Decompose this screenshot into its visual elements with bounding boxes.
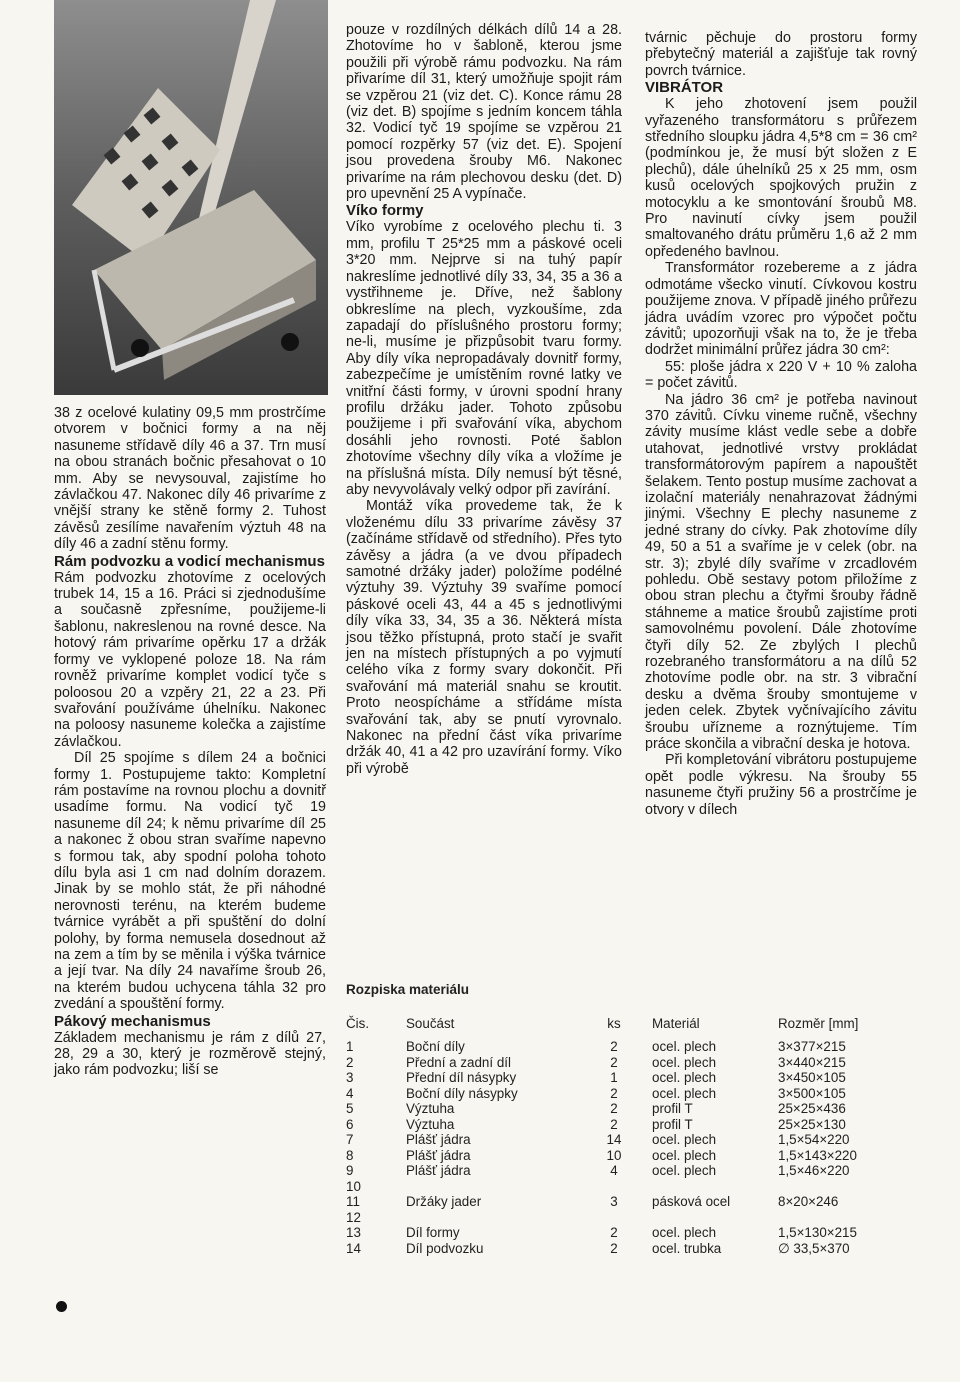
- paragraph: Při kompletování vibrátoru postupujeme opět podle výkresu. Na šrouby 55 nasuneme čtyři pružiny 56 a prostrčíme je otvory v dílech: [645, 752, 917, 818]
- table-row: [340, 1179, 930, 1195]
- header-cell: Čis.: [346, 1016, 370, 1031]
- table-cell: Boční díly násypky: [406, 1085, 518, 1101]
- table-cell: Přední a zadní díl: [406, 1054, 511, 1070]
- table-cell: [406, 1210, 584, 1226]
- paragraph: Díl 25 spojíme s dílem 24 a bočnici formy 1. Postupujeme takto: Kompletní rám postavíme na rovnou plochu a dovnitř usadíme formu. Na vodicí tyč 19 nasuneme díl 24; k němu privaríme díl 25 a nakonec ž obou stran svaříme napevno s formou tak, aby spodní poloha tohoto dílu byla asi 1 cm nad dolním dorazem. Jinak by se mohlo stát, že při náhodné nerovnosti terénu, na kterém budeme tvárnice vyrábět a při spuštění do dolní polohy, by forma nemusela dosednout až na zem a tím by se měnila i výška tvárnice a její tvar. Na díly 24 navaříme šroub 26, na kterém budou uchycena táhla 32 pro zvedání a spouštění formy.: [54, 750, 326, 1013]
- table-cell: 10: [606, 1147, 622, 1163]
- table-cell: 2: [610, 1054, 618, 1070]
- formula: 55: ploše jádra x 220 V + 10 % zaloha = počet závitů.: [645, 358, 917, 392]
- paragraph: K jeho zhotovení jsem použil vyřazeného transformátoru s průřezem středního sloupku jádra 4,5*8 cm = 36 cm² (podmínkou je, že musí být složen z E plechů), dále úhelníků 25 x 25 mm, osm kusů ocelových spojkových pružin z motocyklu a ke smontování šroubů M8. Pro navinutí cívky jsem použil smaltovaného drátu průměru 1,6 až 2 mm opředeného bavlnou.: [645, 96, 917, 260]
- table-row: [340, 1086, 930, 1102]
- table-cell: Díl formy: [406, 1225, 460, 1240]
- column-middle: [346, 22, 622, 777]
- table-row: [340, 1210, 930, 1226]
- section-heading-vibrator: VIBRÁTOR: [645, 79, 724, 97]
- table-cell: ocel. plech: [652, 1163, 717, 1178]
- table-cell: 6: [346, 1116, 354, 1132]
- section-heading-lever: Pákový mechanismus: [54, 1012, 211, 1030]
- table-cell: Plášť jádra: [406, 1132, 471, 1147]
- table-cell: 1,5×54×220: [778, 1132, 850, 1147]
- table-cell: 7: [346, 1132, 354, 1147]
- paragraph: Montáž víka provedeme tak, že k vloženému dílu 33 privaríme závěsy 37 (začínáme střídavě od středního). Přes tyto závěsy a jádra (a ve dvou případech samotné držáky jader) položíme podélné výztuhy 39. Výztuhy 39 svaříme pomocí páskové oceli 43, 44 a 45 s jednotlivými díly víka 33, 34, 35 a 36. Některá místa jsou těžko přístupná, proto stačí je svařit jen na místech přístupných a po vyjmutí celého víka z formy svary dokončit. Při svařování má materiál snahu se kroutit. Proto neospícháme a střídáme místa svařování tak, aby se pnutí vyrovnalo. Nakonec na přední část víka privaríme držák 40, 41 a 42 pro uzavírání formy. Víko při výrobě: [346, 498, 622, 777]
- table-cell: ocel. trubka: [652, 1240, 722, 1256]
- header-cell: Rozměr [mm]: [778, 1016, 859, 1031]
- table-cell: 1,5×130×215: [778, 1225, 857, 1240]
- table-cell: Boční díly: [406, 1039, 465, 1054]
- table-cell: ∅ 33,5×370: [778, 1240, 850, 1256]
- table-cell: 8: [346, 1147, 354, 1163]
- table-cell: 5: [346, 1101, 354, 1116]
- table-cell: 11: [346, 1194, 360, 1209]
- table-cell: 2: [610, 1116, 618, 1132]
- table-row: [340, 1055, 930, 1071]
- table-cell: [778, 1179, 928, 1195]
- table-cell: [584, 1210, 644, 1226]
- paragraph: tvárnic pěchuje do prostoru formy přebytečný materiál a zajišťuje tak rovný povrch tvárnice.: [645, 30, 917, 79]
- table-cell: 3×440×215: [778, 1054, 846, 1070]
- header-cell: Materiál: [652, 1016, 700, 1031]
- table-cell: 9: [346, 1163, 354, 1178]
- paragraph: Transformátor rozebereme a z jádra odmotáme všecko vinutí. Cívkovou kostru použijeme znova. V případě jiného průřezu jádra uvádím vzorec pro výpočet počtu závitů; upozorňuji však na to, že je třeba dodržet minimální průřez jádra 30 cm²:: [645, 260, 917, 359]
- table-cell: ocel. plech: [652, 1039, 717, 1054]
- table-cell: 25×25×130: [778, 1116, 846, 1132]
- paragraph: pouze v rozdílných délkách dílů 14 a 28. Zhotovíme ho v šabloně, kterou jsme použili při výrobě rámu podvozku. Na rám přivaríme díl 31, který umožňuje spojit rám se vzpěrou 21 (viz det. C). Konce rámu 28 (viz det. B) spojíme s jedním koncem táhla 32. Vodicí tyč 19 spojíme se vzpěrou 21 pomocí rozpěrky 57 (viz det. E). Spojení jsou provedena šrouby M6. Nakonec privaríme na rám plechovou desku (det. D) pro upevnění 25 A vypínače.: [346, 22, 622, 203]
- table-cell: 1,5×46×220: [778, 1163, 850, 1178]
- table-row: [340, 1241, 930, 1257]
- table-cell: 4: [610, 1163, 618, 1178]
- paragraph: Na jádro 36 cm² je potřeba navinout 370 závitů. Cívku vineme ručně, všechny závity musíme klást vedle sebe a dobře utahovat, jednotlivé vrstvy prokládat transformátorovým papírem a napouštět šelakem. Tento postup musíme zachovat a izolační materiály nenahrazovat žádnými jinými. Všechny E plechy nasuneme z jedné strany do cívky. Pak zhotovíme díly 49, 50 a 51 a svaříme je v celek (obr. na str. 3); zbylé díly svaříme v zrcadlovém pohledu. Obě sestavy potom přiložíme z obou stran plechu a čtyřmi šrouby řádně stáhneme a matice šroubů zajistíme proti samovolnému povolení. Dále zhotovíme čtyři díly 52. Ze zbylých I plechů rozebraného transformátoru a na dílů 52 zhotovíme podle obr. na str. 3 vibrační desku a dvěma šrouby smontujeme v jeden celek. Zbytek vyčnívajícího závitu šroubu uřízneme a roznýtujeme. Tím práce skončila a vibrační deska je hotova.: [645, 391, 917, 753]
- table-cell: [406, 1179, 584, 1195]
- table-row: [340, 1117, 930, 1133]
- table-row: [340, 1039, 930, 1055]
- machine-photo-drawing: [54, 0, 328, 395]
- table-cell: [644, 1179, 778, 1195]
- table-cell: ocel. plech: [652, 1147, 717, 1163]
- table-cell: 3: [610, 1194, 618, 1209]
- table-cell: 3×377×215: [778, 1039, 846, 1054]
- table-cell: 3×450×105: [778, 1070, 846, 1085]
- table-cell: 1: [346, 1039, 354, 1054]
- table-cell: 1: [610, 1070, 618, 1085]
- table-cell: Plášť jádra: [406, 1163, 471, 1178]
- table-cell: Výztuha: [406, 1116, 455, 1132]
- table-cell: 10: [346, 1178, 361, 1194]
- paragraph: 38 z ocelové kulatiny 09,5 mm prostrčíme otvorem v bočnici formy a na něj nasuneme střídavě díly 46 a 37. Trn musí na obou stranách bočnic přesahovat o 10 mm. Aby se nevysouval, zajistíme ho závlačkou 47. Nakonec díly 46 privaríme z vnější strany ke stěně formy 2. Tuhost závěsů zesílíme navařením výztuh 48 na díly 46 a zadní stěnu formy.: [54, 405, 326, 553]
- column-right: [645, 30, 917, 818]
- table-cell: 12: [346, 1209, 361, 1225]
- table-cell: 4: [346, 1085, 354, 1101]
- table-row: [340, 1148, 930, 1164]
- table-cell: Plášť jádra: [406, 1147, 471, 1163]
- table-cell: [644, 1210, 778, 1226]
- paragraph: Víko vyrobíme z ocelového plechu ti. 3 mm, profilu T 25*25 mm a páskové oceli 3*20 mm. Nejprve si na tuhý papír nakreslíme jednotlivé díly 33, 34, 35 a 36 a vystřihneme je. Dříve, než šablony obkreslíme na plech, vyzkoušíme, zda zapadají do přísluŝného prostoru formy; ne-li, musíme je přizpůsobit tvaru formy. Aby díly víka nepropadávaly dovnitř formy, zabezpečíme je umístěním rovné latky ve vnitřní části formy, v úrovni spodní hrany profilu držáku jader. Tohoto způsobu použijeme i při svařování víka, abychom dosáhli jeho rovnosti. Poté šablon zhotovíme všechny díly víka a vložíme je na příslušná místa. Díly nemusí být těsné, aby nevyvolávaly velký odpor při zavírání.: [346, 219, 622, 498]
- table-cell: [584, 1179, 644, 1195]
- table-row: [340, 1132, 930, 1148]
- materials-table: [340, 982, 930, 1256]
- table-title: Rozpiska materiálu: [346, 982, 470, 997]
- table-cell: 14: [346, 1240, 361, 1256]
- table-row: [340, 1070, 930, 1086]
- header-cell: Součást: [406, 1016, 455, 1031]
- table-cell: Výztuha: [406, 1101, 455, 1116]
- paragraph: Rám podvozku zhotovíme z ocelových trubek 14, 15 a 16. Práci si zjednodušíme a současně zpřesníme, použijeme-li šablonu, nakreslenou na rovné desce. Na hotový rám privaríme opěrku 17 a držák formy ve vyklopené poloze 18. Na rám rovněž privaríme komplet vodicí tyče s poloosou 20 a vzpěry 21, 22 a 23. Při svařování používáme úhelníku. Nakonec na poloosy nasuneme kolečka a zajistíme závlačkou.: [54, 569, 326, 750]
- table-cell: Držáky jader: [406, 1194, 482, 1209]
- table-cell: 2: [610, 1039, 618, 1054]
- table-cell: 2: [346, 1054, 354, 1070]
- table-cell: 13: [346, 1225, 361, 1240]
- table-cell: 14: [606, 1132, 622, 1147]
- table-cell: ocel. plech: [652, 1085, 717, 1101]
- header-cell: ks: [607, 1016, 621, 1031]
- table-cell: ocel. plech: [652, 1225, 717, 1240]
- table-cell: Přední díl násypky: [406, 1070, 517, 1085]
- table-cell: 8×20×246: [778, 1194, 839, 1209]
- machine-photo: [54, 0, 328, 395]
- table-cell: 3: [346, 1070, 354, 1085]
- table-row: [340, 1194, 930, 1210]
- table-row: [340, 1225, 930, 1241]
- section-heading-lid: Víko formy: [346, 202, 424, 220]
- table-header-row: [340, 1011, 930, 1037]
- table-cell: pásková ocel: [652, 1194, 731, 1209]
- table-cell: 1,5×143×220: [778, 1147, 857, 1163]
- section-heading-frame: Rám podvozku a vodicí mechanismus: [54, 552, 325, 570]
- table-cell: profil T: [652, 1101, 693, 1116]
- table-cell: [778, 1210, 928, 1226]
- table-cell: ocel. plech: [652, 1054, 717, 1070]
- table-cell: 2: [610, 1085, 618, 1101]
- table-row: [340, 1163, 930, 1179]
- paragraph: Základem mechanismu je rám z dílů 27, 28, 29 a 30, který je rozměrově stejný, jako rám podvozku; liší se: [54, 1029, 326, 1079]
- table-row: [340, 1101, 930, 1117]
- table-cell: profil T: [652, 1116, 693, 1132]
- table-cell: ocel. plech: [652, 1070, 717, 1085]
- column-left: [54, 405, 326, 1079]
- table-cell: 2: [610, 1240, 618, 1256]
- table-cell: 3×500×105: [778, 1085, 846, 1101]
- table-cell: ocel. plech: [652, 1132, 717, 1147]
- table-cell: 2: [610, 1225, 618, 1240]
- table-body: [340, 1039, 930, 1256]
- page-bullet: [56, 1301, 67, 1312]
- table-cell: 2: [610, 1101, 618, 1116]
- table-cell: Díl podvozku: [406, 1240, 484, 1256]
- table-cell: 25×25×436: [778, 1101, 846, 1116]
